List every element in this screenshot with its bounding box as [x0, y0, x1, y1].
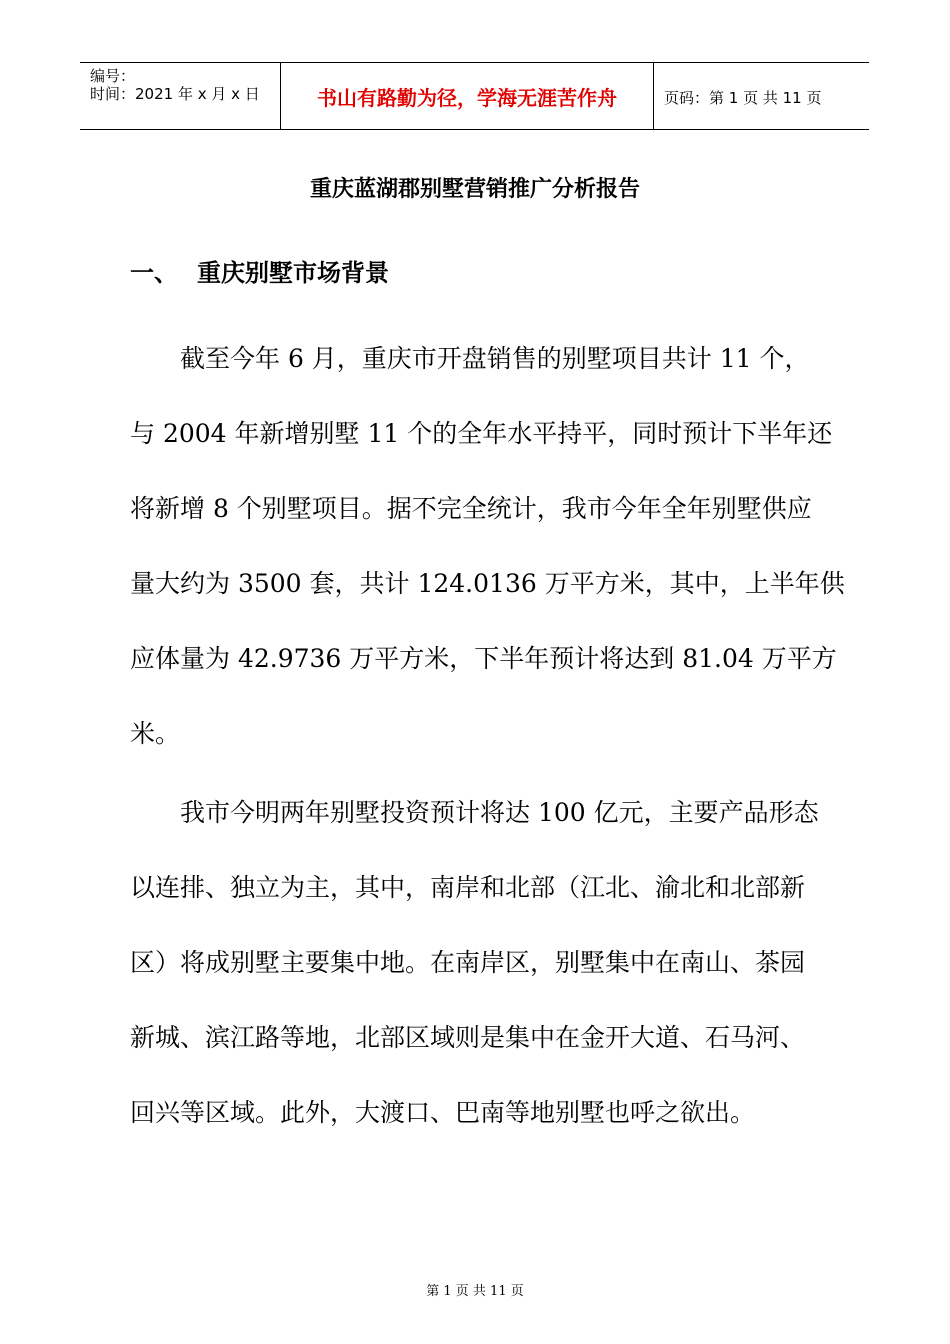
paragraph-line: 我市今明两年别墅投资预计将达 100 亿元，主要产品形态 — [180, 798, 819, 827]
paragraph-line: 以连排、独立为主，其中，南岸和北部（江北、渝北和北部新 — [130, 873, 806, 902]
section-heading — [130, 256, 389, 290]
header-info-cell — [80, 63, 280, 129]
paragraph-line: 将新增 8 个别墅项目。据不完全统计，我市今年全年别墅供应 — [130, 494, 812, 523]
paragraph-line: 与 2004 年新增别墅 11 个的全年水平持平，同时预计下半年还 — [130, 419, 833, 448]
page-label: 页码：第 1 页 共 11 页 — [664, 89, 822, 107]
paragraph-line: 量大约为 3500 套，共计 124.0136 万平方米，其中，上半年供 — [130, 569, 845, 598]
header-page-cell — [654, 63, 869, 129]
date-label: 时间：2021 年 x 月 x 日 — [90, 85, 260, 103]
paragraph-line: 新城、滨江路等地，北部区域则是集中在金开大道、石马河、 — [130, 1023, 806, 1052]
paragraph-1 — [130, 321, 845, 771]
header-table — [80, 62, 869, 130]
paragraph-2 — [130, 775, 830, 1150]
motto-text: 书山有路勤为径，学海无涯苦作舟 — [317, 86, 617, 110]
section-title: 重庆别墅市场背景 — [197, 259, 389, 287]
header-motto-cell — [280, 63, 654, 129]
paragraph-line: 应体量为 42.9736 万平方米，下半年预计将达到 81.04 万平方 — [130, 644, 837, 673]
page-footer: 第 1 页 共 11 页 — [426, 1284, 524, 1299]
number-label: 编号： — [90, 67, 136, 85]
section-number: 一、 — [130, 259, 178, 287]
paragraph-line: 米。 — [130, 719, 181, 748]
paragraph-line: 截至今年 6 月，重庆市开盘销售的别墅项目共计 11 个， — [180, 344, 810, 373]
paragraph-line: 回兴等区域。此外，大渡口、巴南等地别墅也呼之欲出。 — [130, 1098, 756, 1127]
document-title: 重庆蓝湖郡别墅营销推广分析报告 — [309, 177, 640, 202]
paragraph-line: 区）将成别墅主要集中地。在南岸区，别墅集中在南山、茶园 — [130, 948, 806, 977]
